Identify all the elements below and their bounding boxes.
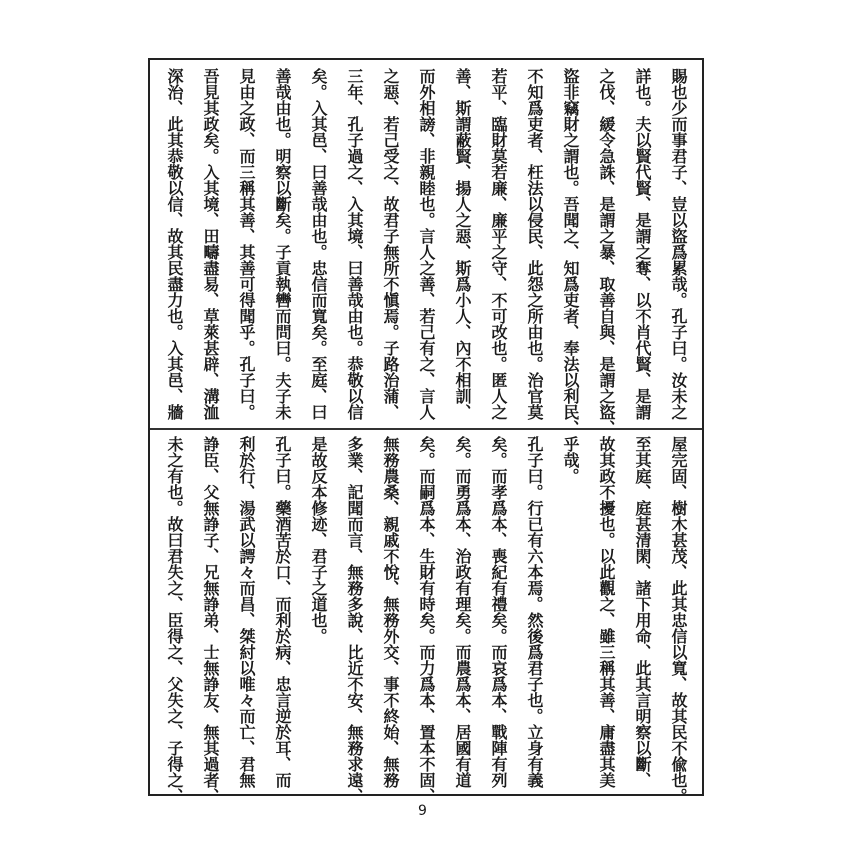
upper-text-block (156, 68, 696, 436)
lower-text-block (156, 436, 696, 804)
text-column: 見由之政、而三稱其善、其善可得聞乎。孔子曰。 (237, 68, 256, 420)
text-column: 利於行、湯武以諤々而昌、桀紂以唯々而亡、君無 (237, 436, 256, 788)
text-column: 之惡、若己受之、故君子無所不愼焉。子路治蒲、 (381, 68, 400, 420)
text-column: 而外相謗、非親睦也。言人之善、若己有之、言人 (417, 68, 436, 420)
text-column: 善、斯謂蔽賢、揚人之惡、斯爲小人、內不相訓、 (453, 68, 472, 420)
text-column: 孔子曰。藥酒苦於口、而利於病、忠言逆於耳、而 (273, 436, 292, 788)
page-number: 9 (418, 803, 427, 819)
text-column: 矣。入其邑、曰善哉由也。忠信而寬矣。至庭、曰 (309, 68, 328, 420)
text-column: 矣。而孝爲本、喪紀有禮矣。而哀爲本、戰陣有列 (489, 436, 508, 788)
text-column: 諍臣、父無諍子、兄無諍弟、士無諍友、無其過者、 (201, 436, 220, 804)
text-column: 未之有也。故曰君失之、臣得之、父失之、子得之、 (165, 436, 184, 804)
text-column: 故其政不擾也。以此觀之、雖三稱其善、庸盡其美 (597, 436, 616, 788)
text-column: 多業、記聞而言、無務多說、比近不安、無務求遠、 (345, 436, 364, 804)
text-column: 三年、孔子過之、入其境、曰善哉由也。恭敬以信 (345, 68, 364, 420)
text-column: 若平、臨財莫若廉、廉平之守、不可改也。匿人之 (489, 68, 508, 420)
text-column: 無務農桑、親戚不悅、無務外交、事不終始、無務 (381, 436, 400, 788)
text-column: 乎哉。 (561, 436, 580, 484)
text-column: 吾見其政矣。入其境、田疇盡易、草萊甚辟、溝洫 (201, 68, 220, 420)
text-column: 詳也。夫以賢代賢、是謂之奪、以不肖代賢、是謂 (633, 68, 652, 420)
section-divider (150, 428, 702, 430)
text-column: 至其庭、庭甚清閑、諸下用命、此其言明察以斷、 (633, 436, 652, 788)
text-column: 善哉由也。明察以斷矣。子貢執轡而問曰。夫子未 (273, 68, 292, 420)
page-frame (148, 58, 704, 804)
text-column: 屋完固、樹木甚茂、此其忠信以寬、故其民不偸也。 (669, 436, 688, 804)
text-column: 矣。而勇爲本、治政有理矣。而農爲本、居國有道 (453, 436, 472, 788)
text-column: 盜非竊財之謂也。吾聞之、知爲吏者、奉法以利民、 (561, 68, 580, 436)
text-column: 之伐、緩令急誅、是謂之暴、取善自與、是謂之盜、 (597, 68, 616, 436)
text-column: 孔子曰。行已有六本焉。然後爲君子也。立身有義 (525, 436, 544, 788)
text-column: 矣。而嗣爲本、生財有時矣。而力爲本、置本不固、 (417, 436, 436, 804)
text-column: 賜也少而事君子、豈以盜爲累哉。孔子曰。汝未之 (669, 68, 688, 420)
text-column: 深治、此其恭敬以信、故其民盡力也。入其邑、牆 (165, 68, 184, 420)
text-column: 不知爲吏者、枉法以侵民、此怨之所由也。治官莫 (525, 68, 544, 420)
text-column: 是故反本修迹、君子之道也。 (309, 436, 328, 644)
